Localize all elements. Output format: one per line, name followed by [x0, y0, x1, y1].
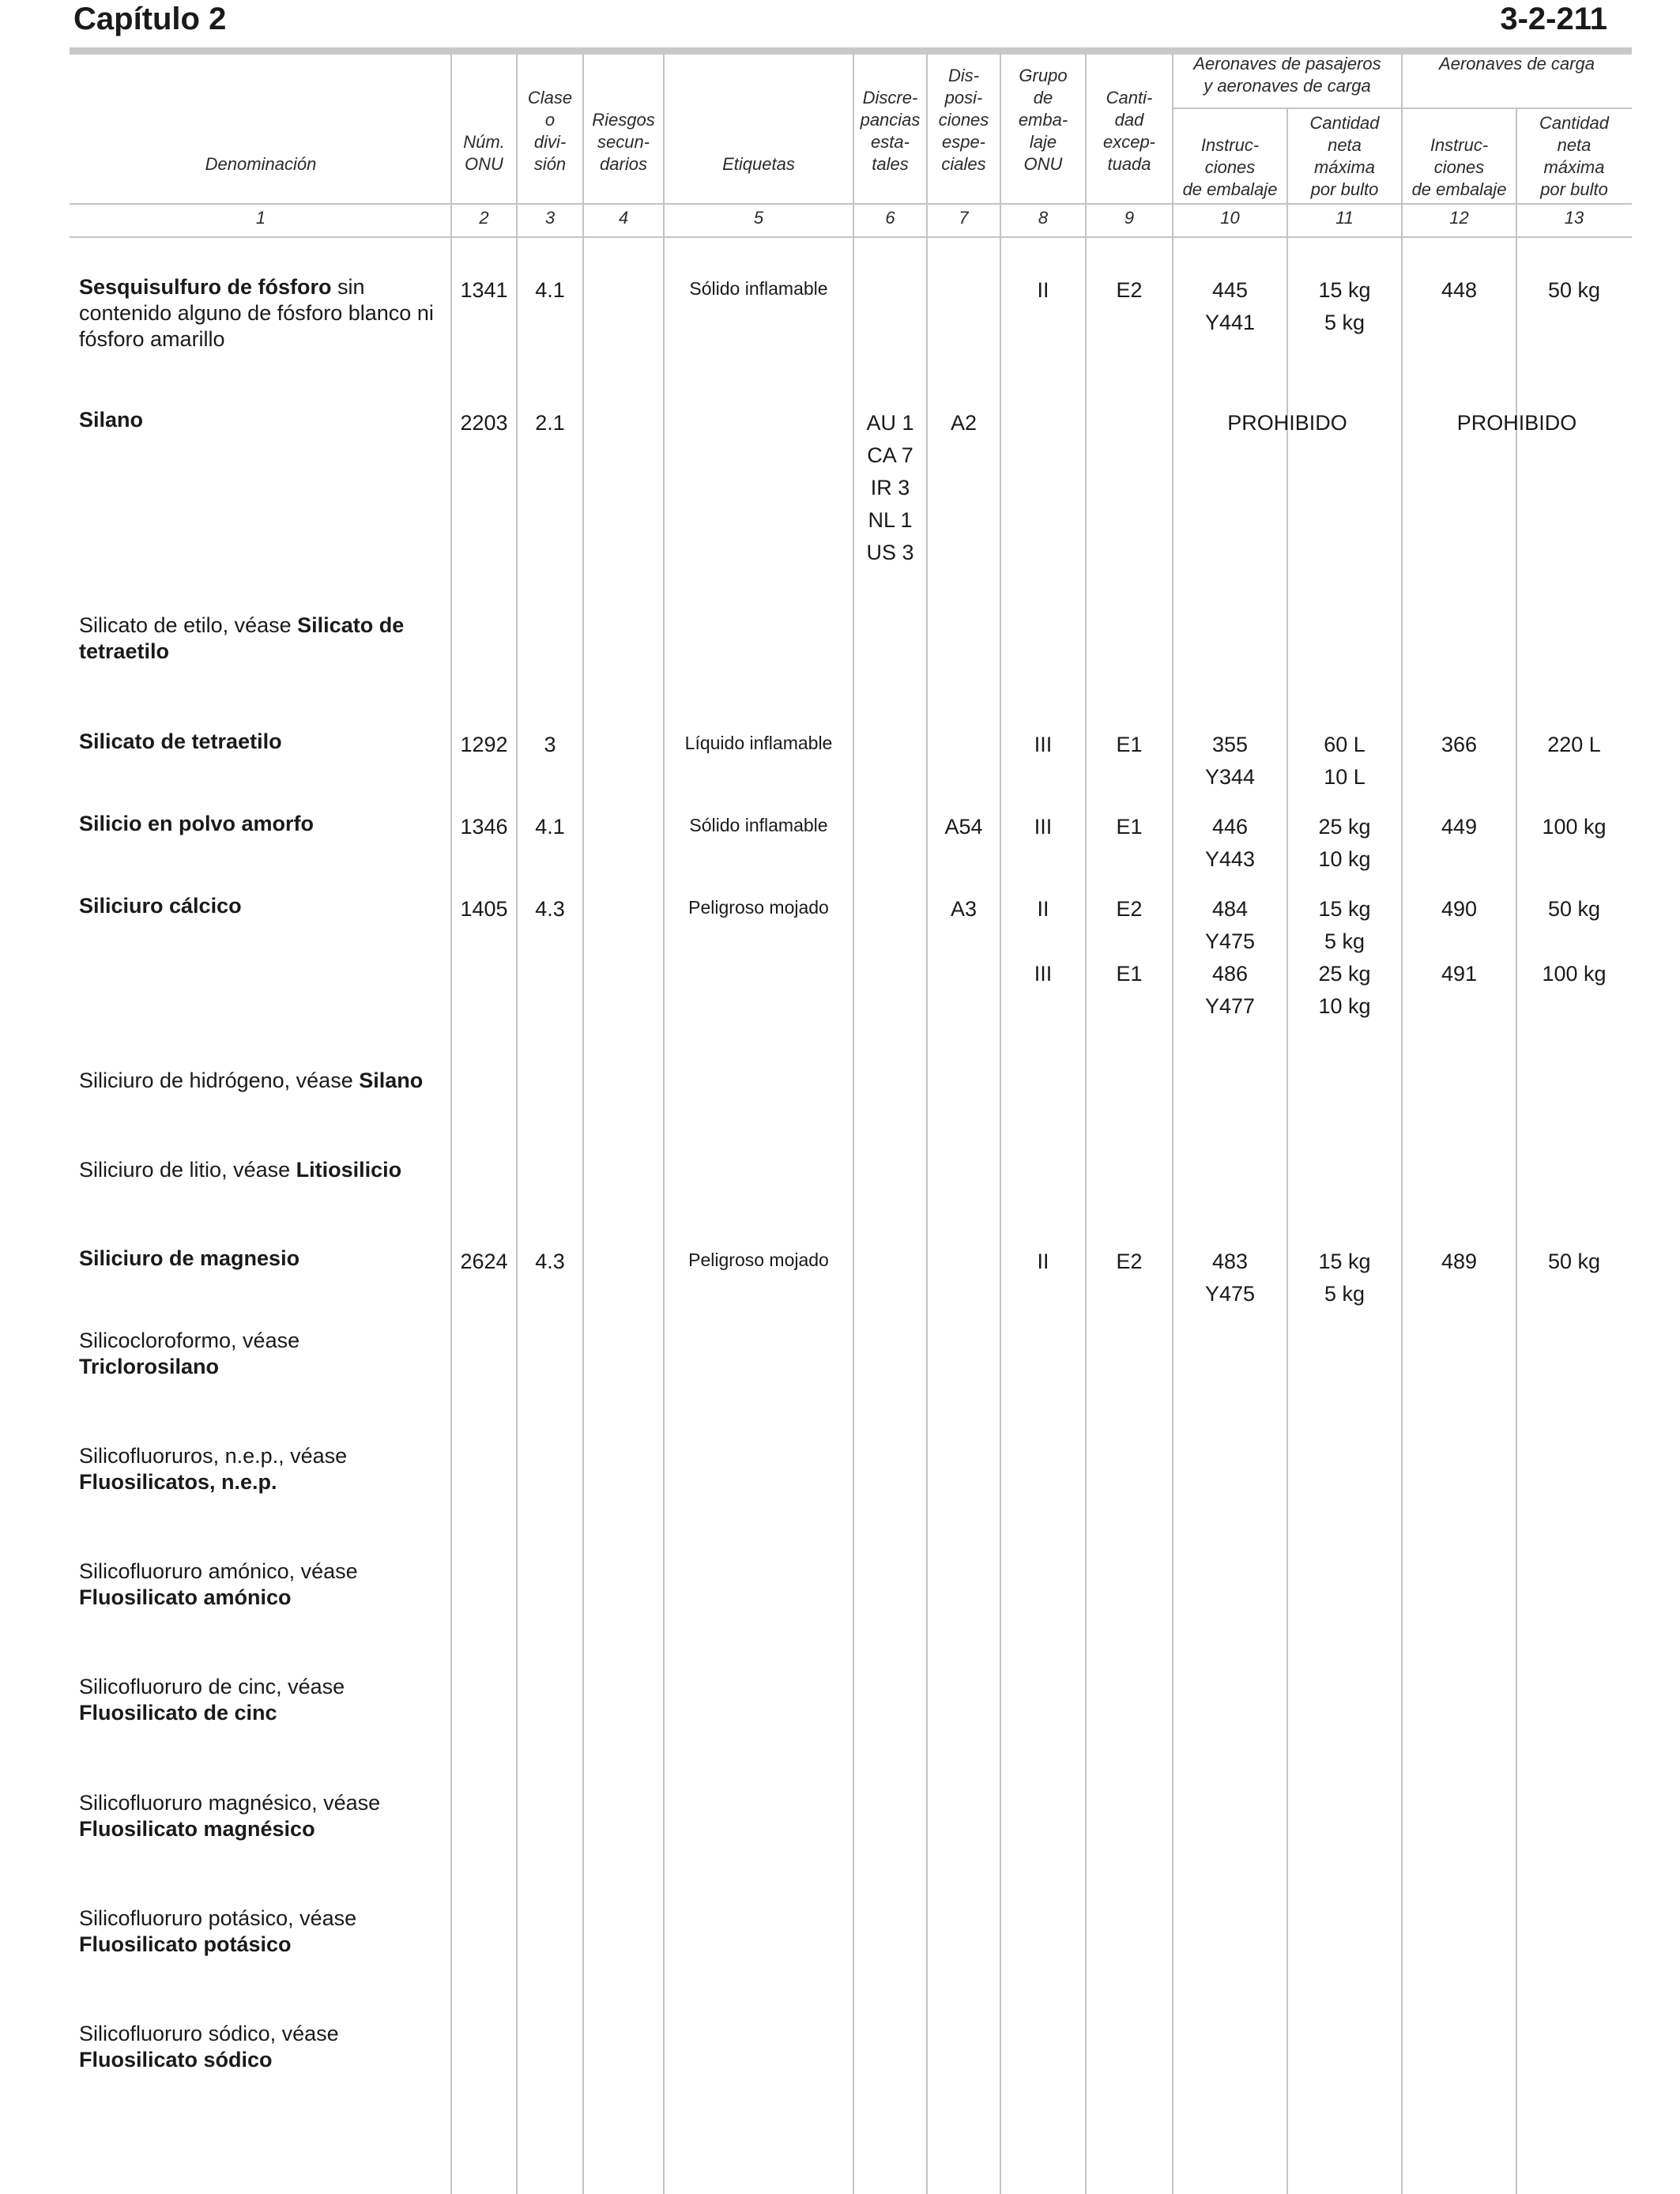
entry-name: Siliciuro cálcico [79, 894, 242, 918]
col-header-grupo: Grupo de emba- laje ONU [1018, 66, 1068, 174]
entry-name: Siliciuro de hidrógeno, véase Silano [79, 1069, 424, 1092]
column-divider [1401, 52, 1403, 2194]
max-net-quantity-pax: 25 kg 10 kg [1318, 815, 1371, 871]
max-net-quantity-cargo: 220 L [1547, 733, 1601, 756]
packing-instruction-pax: 445 Y441 [1204, 278, 1256, 334]
entry-name: Sesquisulfuro de fósforo sin contenido alguno de fósforo blanco ni fósforo amarillo [79, 275, 434, 351]
entry-name: Silano [79, 408, 144, 432]
excepted-quantity: E2 E1 [1116, 897, 1143, 986]
packing-instruction-cargo: 489 [1441, 1250, 1478, 1273]
max-net-quantity-cargo: 50 kg [1547, 278, 1601, 302]
column-divider [853, 52, 854, 2194]
excepted-quantity: E2 [1116, 278, 1143, 302]
hazard-label: Sólido inflamable [689, 815, 828, 835]
column-divider [926, 52, 928, 2194]
col-header-cantidad-cargo: Cantidad neta máxima por bulto [1539, 113, 1610, 199]
max-net-quantity-pax: 15 kg 5 kg [1318, 278, 1371, 334]
packing-group: II [1037, 278, 1049, 302]
col-number: 3 [544, 208, 556, 228]
max-net-quantity-pax: 15 kg 5 kg [1318, 1250, 1371, 1306]
packing-group: II III [1034, 897, 1053, 986]
col-header-denominacion: Denominación [205, 154, 317, 174]
forbidden-cargo: PROHIBIDO [1456, 411, 1577, 435]
col-header-disposiciones: Dis- posi- ciones espe- ciales [938, 66, 989, 174]
col-header-carga-group: Aeronaves de carga [1439, 54, 1595, 74]
entry-name: Silicofluoruros, n.e.p., véase Fluosilicatos, n.e.p. [79, 1444, 348, 1494]
col-number: 7 [959, 208, 969, 228]
col-header-cantidad-exceptuada: Canti- dad excep- tuada [1102, 88, 1156, 174]
excepted-quantity: E2 [1116, 1250, 1143, 1273]
entry-name: Siliciuro de litio, véase Litiosilicio [79, 1158, 402, 1182]
entry-name: Silicofluoruro potásico, véase Fluosilicato potásico [79, 1906, 357, 1956]
col-number: 10 [1220, 208, 1240, 228]
packing-instruction-pax: 484 Y475 486 Y477 [1204, 897, 1256, 1018]
col-header-riesgos: Riesgos secun- darios [592, 110, 655, 174]
col-number: 13 [1564, 208, 1584, 228]
packing-instruction-cargo: 449 [1441, 815, 1478, 839]
class-division: 4.3 [535, 897, 565, 921]
header-divider [70, 236, 1632, 238]
chapter-title: Capítulo 2 [73, 2, 227, 36]
col-header-clase: Clase o divi- sión [527, 88, 573, 174]
entry-name: Silicato de etilo, véase Silicato de tetraetilo [79, 613, 405, 663]
max-net-quantity-pax: 60 L 10 L [1324, 733, 1365, 789]
packing-instruction-pax: 446 Y443 [1204, 815, 1256, 871]
special-provisions: A2 [950, 411, 977, 435]
col-number: 9 [1124, 208, 1135, 228]
col-number: 11 [1335, 208, 1354, 228]
entry-name: Siliciuro de magnesio [79, 1246, 300, 1270]
entry-name: Silicofluoruro sódico, véase Fluosilicato sódico [79, 2022, 339, 2071]
col-header-pasajeros-group: Aeronaves de pasajeros y aeronaves de carga [1193, 54, 1381, 96]
hazard-label: Sólido inflamable [689, 278, 828, 299]
page-number: 3-2-211 [1500, 2, 1607, 36]
col-number: 12 [1449, 208, 1469, 228]
column-divider [516, 52, 518, 2194]
entry-name: Silicato de tetraetilo [79, 729, 282, 753]
column-divider [450, 52, 452, 2194]
col-number: 5 [753, 208, 764, 228]
hazard-label: Líquido inflamable [684, 733, 833, 753]
excepted-quantity: E1 [1116, 733, 1143, 756]
un-number: 2624 [460, 1250, 508, 1273]
special-provisions: A3 [950, 897, 977, 921]
packing-group: III [1034, 815, 1053, 839]
class-division: 4.3 [535, 1250, 565, 1273]
class-division: 2.1 [535, 411, 565, 435]
packing-instruction-pax: 483 Y475 [1204, 1250, 1256, 1306]
column-divider [663, 52, 665, 2194]
col-header-etiquetas: Etiquetas [722, 154, 795, 174]
column-divider [1172, 52, 1173, 2194]
col-header-instrucciones-cargo: Instruc- ciones de embalaje [1411, 135, 1507, 199]
special-provisions: A54 [944, 815, 983, 839]
un-number: 1292 [460, 733, 508, 756]
packing-group: III [1034, 733, 1053, 756]
max-net-quantity-cargo: 50 kg [1547, 1250, 1601, 1273]
entry-name: Silicocloroformo, véase Triclorosilano [79, 1329, 300, 1378]
max-net-quantity-pax: 15 kg 5 kg 25 kg 10 kg [1318, 897, 1371, 1018]
column-divider [582, 52, 584, 2194]
col-number: 6 [885, 208, 895, 228]
hazard-label: Peligroso mojado [688, 1250, 829, 1270]
un-number: 1341 [460, 278, 508, 302]
col-header-num-onu: Núm. ONU [463, 132, 505, 174]
packing-instruction-pax: 355 Y344 [1204, 733, 1256, 789]
col-number: 4 [618, 208, 629, 228]
entry-name: Silicofluoruro magnésico, véase Fluosilicato magnésico [79, 1791, 381, 1841]
col-number: 1 [255, 208, 266, 228]
un-number: 1346 [460, 815, 508, 839]
excepted-quantity: E1 [1116, 815, 1143, 839]
un-number: 1405 [460, 897, 508, 921]
entry-name: Silicio en polvo amorfo [79, 812, 315, 835]
col-number: 8 [1038, 208, 1049, 228]
column-divider [1000, 52, 1001, 2194]
forbidden-pax: PROHIBIDO [1227, 411, 1347, 435]
header-group-divider [1172, 107, 1632, 109]
col-header-discrepancias: Discre- pancias esta- tales [860, 88, 921, 174]
class-division: 3 [544, 733, 556, 756]
packing-instruction-cargo: 490 491 [1441, 897, 1478, 986]
column-divider [1085, 52, 1087, 2194]
entry-name: Silicofluoruro amónico, véase Fluosilicato amónico [79, 1559, 358, 1609]
max-net-quantity-cargo: 100 kg [1542, 815, 1607, 839]
packing-group: II [1037, 1250, 1049, 1273]
col-header-cantidad-pax: Cantidad neta máxima por bulto [1309, 113, 1380, 199]
entry-name: Silicofluoruro de cinc, véase Fluosilicato de cinc [79, 1675, 345, 1725]
col-number: 2 [479, 208, 489, 228]
packing-instruction-cargo: 448 [1441, 278, 1478, 302]
col-header-instrucciones-pax: Instruc- ciones de embalaje [1182, 135, 1278, 199]
hazard-label: Peligroso mojado [688, 897, 829, 918]
max-net-quantity-cargo: 50 kg 100 kg [1542, 897, 1607, 986]
header-divider [70, 203, 1632, 205]
un-number: 2203 [460, 411, 508, 435]
packing-instruction-cargo: 366 [1441, 733, 1478, 756]
class-division: 4.1 [535, 278, 565, 302]
class-division: 4.1 [535, 815, 565, 839]
state-variations: AU 1 CA 7 IR 3 NL 1 US 3 [866, 411, 914, 564]
